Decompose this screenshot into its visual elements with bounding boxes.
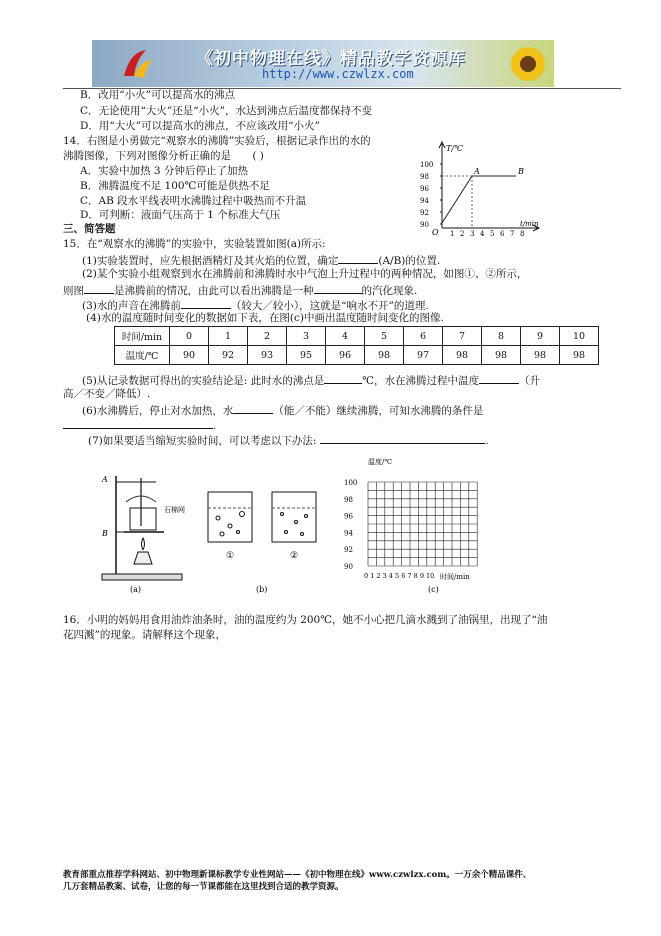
q15-part6-tail: .	[213, 420, 217, 432]
q14-xtick-label: 8	[520, 230, 525, 236]
q14-ytick-label: 92	[420, 209, 429, 217]
q14-ytick-label: 90	[420, 221, 429, 229]
q14-stem-text: 沸腾图像，下列对图像分析正确的是	[63, 150, 231, 162]
q14-xtick-label: 6	[500, 230, 505, 236]
q15-part5-tail: （升	[519, 375, 540, 387]
label-a: (a)	[130, 585, 142, 594]
q15-part3-tail: （较大／较小），这就是“响水不开”的道理.	[230, 300, 429, 312]
q14-xtick-label: 5	[490, 230, 495, 236]
c-ytick-label: 98	[344, 495, 353, 504]
q14-point-a: A	[474, 167, 480, 176]
header-banner	[92, 40, 554, 87]
q15-part7-tail: .	[485, 435, 489, 447]
q15-part2-prefix: 则图	[63, 285, 84, 297]
q15-part1-text: (1)实验装置时，应先根据酒精灯及其火焰的位置，确定	[82, 255, 339, 267]
beaker	[130, 508, 156, 530]
mark-b: B	[102, 529, 108, 538]
banner-url[interactable]: http://www.czwlzx.com	[262, 67, 414, 81]
q14-curve	[442, 176, 516, 223]
c-y-label: 温度/℃	[368, 458, 393, 466]
figure-a-apparatus	[96, 468, 198, 594]
q15-part6-text: (6)水沸腾后，停止对水加热，水	[82, 405, 234, 417]
q14-xtick-label: 7	[510, 230, 515, 236]
beaker-2	[272, 492, 316, 542]
q14-answer-paren[interactable]: ( )	[252, 150, 264, 162]
q15-part7	[88, 432, 489, 448]
q15-part3-blank[interactable]	[181, 297, 231, 309]
q16-line2: 花四溅”的现象。请解释这个现象，	[63, 629, 226, 641]
footer-line2: 几万套精品教案、试卷，让您的每一节课都能在这里找到合适的教学资源。	[63, 882, 344, 892]
table-header-temp: 温度/℃	[115, 346, 170, 365]
q14-option-d: D．可判断：液面气压高于 1 个标准大气压	[80, 209, 281, 221]
q15-part2-line1: (2)某个实验小组观察到水在沸腾前和沸腾时水中气泡上升过程中的两种情况，如图①、②所示，	[82, 268, 528, 280]
c-ytick-label: 92	[344, 546, 353, 555]
mark-a: A	[102, 475, 108, 484]
beaker-1	[208, 492, 252, 542]
q15-part2-mid: 是沸腾前的情况，由此可以看出沸腾是一种	[114, 285, 314, 297]
q15-part1-blank[interactable]	[338, 252, 378, 264]
q15-part5-text: (5)从记录数据可得出的实验结论是: 此时水的沸点是	[82, 375, 325, 387]
q15-part5-blank2[interactable]	[479, 372, 519, 384]
c-x-label: 时间/min	[440, 573, 470, 581]
figure-b-beakers	[200, 478, 325, 594]
stand-base	[102, 574, 182, 580]
label-c: (c)	[428, 585, 439, 594]
asbestos-label: 石棉网	[164, 506, 185, 514]
q15-part2-blank1[interactable]	[84, 282, 114, 294]
q15-data-table	[114, 326, 599, 365]
q14-origin: O	[432, 228, 439, 236]
q15-part6-line2	[63, 417, 216, 433]
q14-ytick-label: 94	[420, 197, 429, 205]
q14-y-label: T/℃	[446, 144, 463, 153]
q14-xtick-label: 3	[470, 230, 475, 236]
beaker-1-label: ①	[226, 551, 235, 561]
q15-part5-line2: 高／不变／降低）.	[63, 388, 151, 400]
table-row: 时间/min 0 1 2 3 4 5 6 7 8 9 10	[115, 327, 599, 346]
q15-part7-blank[interactable]	[320, 432, 485, 444]
q14-stem-line2	[63, 149, 264, 163]
q14-point-b: B	[518, 167, 524, 176]
section-3-heading: 三、简答题	[63, 223, 116, 235]
q14-xtick-label: 1	[450, 230, 455, 236]
q14-ytick-label: 98	[420, 173, 429, 181]
q15-part1-tail: (A/B)的位置.	[378, 255, 441, 267]
q13-option-d: D．用“大火”可以提高水的沸点，不应该改用“小火”	[80, 120, 320, 132]
q15-part7-text: (7)如果要适当缩短实验时间，可以考虑以下办法:	[88, 435, 317, 447]
figure-c-grid	[340, 452, 510, 594]
q15-part5-blank1[interactable]	[324, 372, 362, 384]
q14-stem-line1: 14．右图是小勇做完“观察水的沸腾”实验后，根据记录作出的水的	[63, 135, 371, 147]
alcohol-lamp	[134, 552, 152, 564]
q15-part2-tail: 的汽化现象.	[361, 285, 418, 297]
q16-line1: 16．小明的妈妈用食用油炸油条时，油的温度约为 200℃，她不小心把几滴水溅到了油锅里，出现了“油	[63, 614, 548, 626]
q14-ytick-label: 100	[420, 161, 434, 169]
q15-part6-line1	[82, 402, 483, 418]
q14-option-b: B．沸腾温度不足 100℃可能是供热不足	[80, 180, 270, 192]
c-ytick-label: 90	[344, 563, 353, 571]
q15-part3-text: (3)水的声音在沸腾前	[82, 300, 181, 312]
sunflower-icon	[508, 44, 548, 84]
flame-icon	[142, 538, 145, 550]
q14-xtick-label: 2	[460, 230, 465, 236]
c-ytick-label: 96	[344, 512, 353, 521]
q15-part5-mid: ℃，水在沸腾过程中温度	[362, 375, 479, 387]
q15-part6-blank1[interactable]	[233, 402, 273, 414]
q14-xtick-label: 4	[480, 230, 485, 236]
table-header-time: 时间/min	[115, 327, 170, 346]
footer-line1: 教育部重点推荐学科网站、初中物理新课标教学专业性网站——《初中物理在线》www.czwlzx.com。一万余个精品课件、	[63, 870, 532, 880]
q15-part1	[82, 252, 440, 268]
c-ytick-label: 94	[344, 529, 353, 538]
q14-option-c: C．AB 段水平线表明水沸腾过程中吸热而不升温	[80, 195, 307, 207]
q13-option-c: C．无论使用“大火”还是“小火”，水达到沸点后温度都保持不变	[80, 105, 373, 117]
q14-x-label: t/min	[520, 220, 539, 228]
c-ytick-label: 100	[344, 479, 358, 487]
table-row: 温度/℃ 90 92 93 95 96 98 97 98 98 98 98	[115, 346, 599, 365]
q15-part6-mid: （能／不能）继续沸腾，可知水沸腾的条件是	[273, 405, 484, 417]
q15-part2-blank2[interactable]	[314, 282, 362, 294]
label-b: (b)	[256, 585, 268, 594]
q15-part6-blank2[interactable]	[63, 417, 213, 429]
q13-option-b: B．改用“小火”可以提高水的沸点	[80, 89, 235, 101]
q14-boiling-graph	[418, 140, 548, 236]
banner-title: 《初中物理在线》精品教学资源库	[196, 49, 466, 69]
site-logo-icon	[120, 46, 156, 82]
c-x-ticks: 0 1 2 3 4 5 6 7 8 9 10	[364, 572, 435, 580]
q15-part5-line1	[82, 372, 540, 388]
q15-part2-line2	[63, 282, 417, 298]
q15-stem: 15．在“观察水的沸腾”的实验中，实验装置如图(a)所示:	[63, 238, 326, 250]
q15-part4: (4)水的温度随时间变化的数据如下表，在图(c)中画出温度随时间变化的图像.	[86, 312, 444, 324]
beaker-2-label: ②	[290, 551, 299, 561]
q14-ytick-label: 96	[420, 185, 429, 193]
q14-option-a: A．实验中加热 3 分钟后停止了加热	[80, 165, 248, 177]
